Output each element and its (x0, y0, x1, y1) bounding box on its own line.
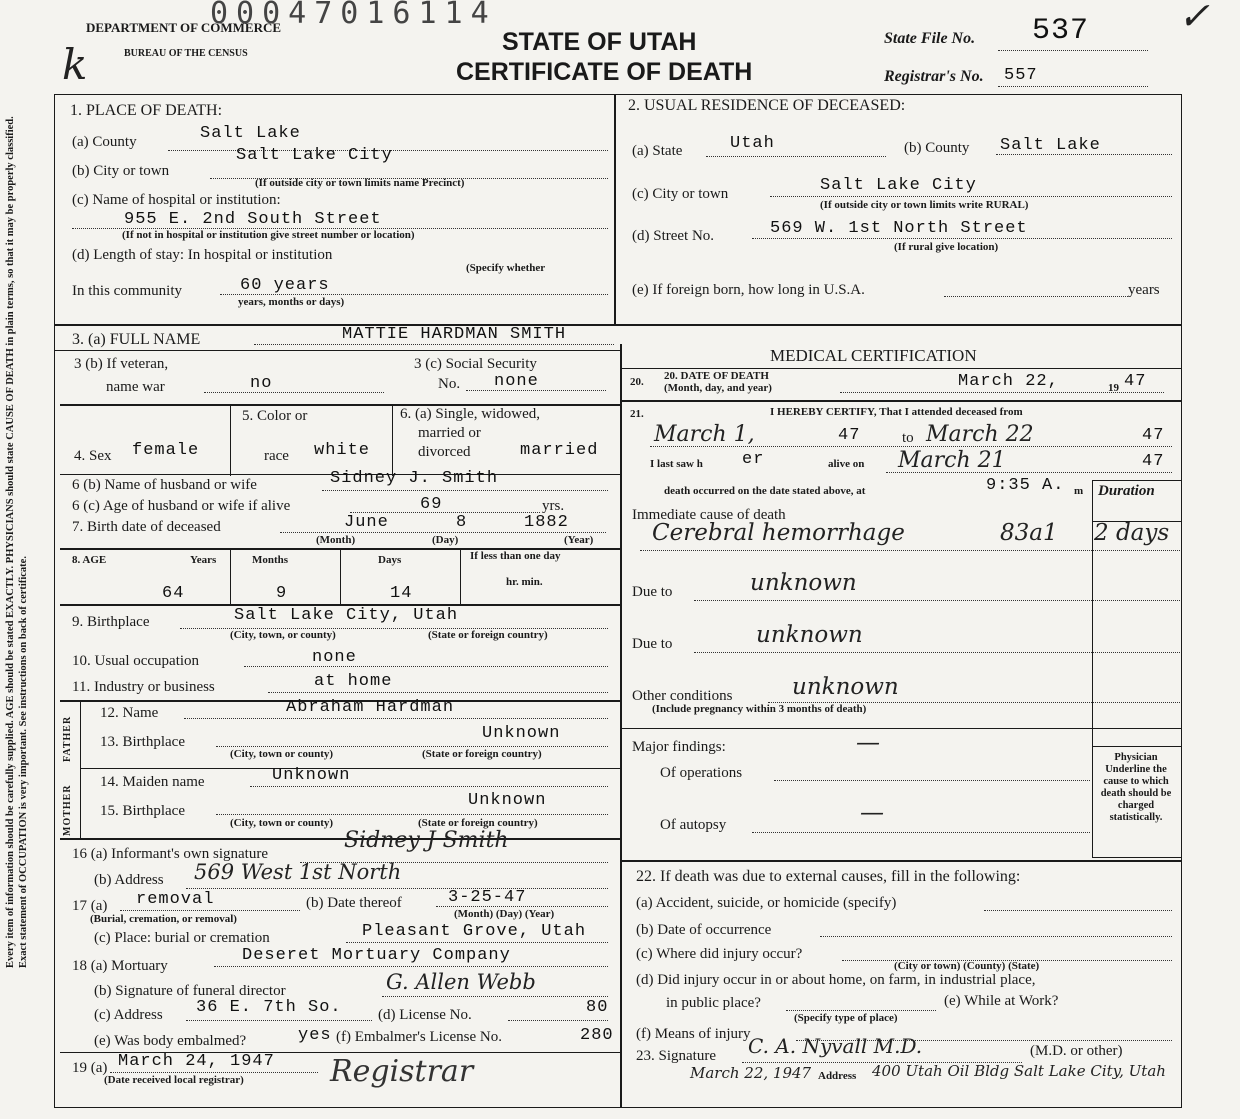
attended-from: March 1, (654, 422, 755, 447)
hospital-value: 955 E. 2nd South Street (124, 210, 382, 229)
state-title: STATE OF UTAH (502, 28, 697, 56)
stay-label: (d) Length of stay: In hospital or institution (72, 247, 333, 263)
disposition-label: 17 (a) (72, 898, 108, 914)
death-year: 47 (1124, 372, 1147, 391)
mother-name-value: Unknown (272, 766, 351, 785)
mother-bp-note-state: (State or foreign country) (418, 817, 538, 829)
embalmed-value: yes (298, 1026, 332, 1045)
autopsy-label: Of autopsy (660, 817, 727, 833)
res-county-label: (b) County (904, 140, 970, 156)
cause-code: 83a1 (1000, 520, 1058, 546)
hospital-label: (c) Name of hospital or institution: (72, 192, 281, 208)
county-label: (a) County (72, 134, 137, 150)
received-label: 19 (a) (72, 1060, 108, 1076)
operations-label: Of operations (660, 765, 743, 781)
birthplace-value: Salt Lake City, Utah (234, 606, 459, 625)
spouse-age-unit: yrs. (542, 498, 565, 514)
physician-address: 400 Utah Oil Bldg Salt Lake City, Utah (872, 1062, 1166, 1080)
external-a: (a) Accident, suicide, or homicide (specify) (636, 895, 897, 911)
attended-to: March 22 (926, 422, 1034, 447)
physician-signature: C. A. Nyvall M.D. (748, 1034, 923, 1058)
saw-label: I last saw h (650, 458, 703, 470)
disposition-date: 3-25-47 (448, 888, 527, 907)
spouse-age-value: 69 (420, 495, 443, 514)
ssn-value: none (494, 372, 539, 391)
less-than-day-label: If less than one day (470, 550, 561, 562)
industry-value: at home (314, 672, 393, 691)
birth-month: June (344, 513, 389, 532)
place-of-death-heading: 1. PLACE OF DEATH: (70, 102, 223, 119)
res-city-note: (If outside city or town limits write RURAL) (820, 199, 1029, 211)
occupation-value: none (312, 648, 357, 667)
foreign-label: (e) If foreign born, how long in U.S.A. (632, 282, 865, 298)
last-saw-date: March 21 (898, 448, 1006, 473)
death-time-label: death occurred on the date stated above, at (664, 485, 866, 497)
father-name-label: 12. Name (100, 705, 159, 721)
certify-statement: I HEREBY CERTIFY, That I attended deceased from (770, 406, 1023, 418)
md-label: (M.D. or other) (1030, 1043, 1123, 1059)
death-date-number: 20. (630, 376, 644, 388)
death-date-value: March 22, (958, 372, 1059, 391)
marital-value: married (520, 441, 599, 460)
county-value: Salt Lake (200, 124, 301, 143)
specify-note: (Specify whether (466, 262, 546, 274)
birth-month-note: (Month) (316, 534, 356, 546)
external-b: (b) Date of occurrence (636, 922, 772, 938)
bp-note-city: (City, town, or county) (230, 629, 336, 641)
industry-label: 11. Industry or business (72, 679, 215, 695)
duration-label: Duration (1098, 483, 1155, 499)
check-mark: ✓ (1178, 0, 1210, 38)
disposition-value: removal (136, 890, 215, 909)
mortuary-value: Deseret Mortuary Company (242, 946, 511, 965)
due-to-2-label: Due to (632, 636, 673, 652)
corner-mark: k (62, 40, 88, 89)
certify-number: 21. (630, 408, 644, 420)
last-saw-year: 47 (1142, 452, 1165, 471)
spouse-label: 6 (b) Name of husband or wife (72, 477, 257, 493)
sex-label: 4. Sex (74, 448, 112, 464)
external-f: (f) Means of injury (636, 1026, 751, 1042)
birth-day: 8 (456, 513, 468, 532)
embalmer-license: 280 (580, 1026, 614, 1045)
color-value: white (314, 441, 371, 460)
city-label: (b) City or town (72, 163, 170, 179)
other-conditions-value: unknown (792, 674, 899, 700)
saw-her: er (742, 450, 765, 469)
external-c: (c) Where did injury occur? (636, 946, 803, 962)
received-date: March 24, 1947 (118, 1052, 275, 1071)
ssn-label-2: No. (438, 376, 461, 392)
due-to-1-value: unknown (750, 570, 857, 596)
father-name-value: Abraham Hardman (286, 698, 455, 717)
state-file-number: 537 (1032, 14, 1090, 48)
disposition-date-note: (Month) (Day) (Year) (454, 908, 555, 920)
sex-value: female (132, 441, 200, 460)
color-label: 5. Color or (242, 408, 308, 424)
mother-birthplace-value: Unknown (468, 791, 547, 810)
attended-to-year: 47 (1142, 426, 1165, 445)
license-label: (d) License No. (378, 1007, 472, 1023)
mortuary-address: 36 E. 7th So. (196, 998, 342, 1017)
birth-date-label: 7. Birth date of deceased (72, 519, 221, 535)
father-bp-note-city: (City, town or county) (230, 748, 334, 760)
age-years: 64 (162, 584, 185, 603)
due-to-2-value: unknown (756, 622, 863, 648)
age-months: 9 (276, 584, 288, 603)
m-suffix: m (1074, 485, 1084, 497)
address-label: Address (818, 1070, 857, 1082)
spouse-age-label: 6 (c) Age of husband or wife if alive (72, 498, 291, 514)
veteran-label-2: name war (106, 379, 165, 395)
duration-value: 2 days (1094, 520, 1170, 546)
marital-label-2: married or (418, 425, 481, 441)
community-value: 60 years (240, 276, 330, 295)
signature-label: 23. Signature (636, 1048, 716, 1064)
hospital-note: (If not in hospital or institution give street number or location) (122, 229, 415, 241)
color-label-2: race (264, 448, 289, 464)
registrar-signature: Registrar (330, 1054, 474, 1089)
external-d-note: (Specify type of place) (794, 1012, 898, 1024)
birth-year-note: (Year) (564, 534, 594, 546)
registrar-number: 557 (1004, 66, 1038, 85)
res-county-value: Salt Lake (1000, 136, 1101, 155)
immediate-cause-label: Immediate cause of death (632, 507, 786, 523)
res-city-label: (c) City or town (632, 186, 729, 202)
disposition-note: (Burial, cremation, or removal) (90, 913, 237, 925)
due-to-1-label: Due to (632, 584, 673, 600)
community-label: In this community (72, 283, 182, 299)
father-bp-note-state: (State or foreign country) (422, 748, 542, 760)
serial-number: 00047016114 (210, 0, 497, 31)
death-date-sublabel: (Month, day, and year) (664, 382, 772, 394)
signature-date: March 22, 1947 (690, 1064, 812, 1082)
res-state-label: (a) State (632, 143, 683, 159)
residence-heading: 2. USUAL RESIDENCE OF DECEASED: (628, 97, 906, 114)
res-state-value: Utah (730, 134, 775, 153)
embalmer-license-label: (f) Embalmer's License No. (336, 1029, 502, 1045)
father-birthplace-value: Unknown (482, 724, 561, 743)
burial-place-value: Pleasant Grove, Utah (362, 922, 587, 941)
birth-day-note: (Day) (432, 534, 459, 546)
birth-year: 1882 (524, 513, 569, 532)
side-instructions: Every item of information should be carefully supplied. AGE should be stated EXACTLY. PHYSICIANS should state CAUSE OF DEATH in plain terms, so that it may be properly classified. Exact statement of OCCUPATION is very important. See instructions on back of certificate. (5, 116, 29, 968)
res-street-value: 569 W. 1st North Street (770, 219, 1028, 238)
years-label: Years (190, 554, 217, 566)
registrar-label: Registrar's No. (884, 68, 984, 85)
foreign-years-label: years (1128, 282, 1160, 298)
death-year-prefix: 19 (1108, 382, 1119, 394)
mother-birthplace-label: 15. Birthplace (100, 803, 185, 819)
certificate-title: CERTIFICATE OF DEATH (456, 58, 753, 86)
medical-heading: MEDICAL CERTIFICATION (770, 346, 977, 365)
external-d-2: in public place? (666, 995, 761, 1011)
veteran-label: 3 (b) If veteran, (74, 356, 169, 372)
department-label: DEPARTMENT OF COMMERCE (86, 20, 282, 35)
embalmed-label: (e) Was body embalmed? (94, 1033, 247, 1049)
age-label: 8. AGE (72, 554, 107, 566)
bureau-label: BUREAU OF THE CENSUS (124, 48, 248, 59)
full-name-label: 3. (a) FULL NAME (72, 331, 201, 348)
external-c-note: (City or town) (County) (State) (894, 960, 1040, 972)
res-street-note: (If rural give location) (894, 241, 999, 253)
full-name-value: MATTIE HARDMAN SMITH (342, 325, 567, 344)
age-days: 14 (390, 584, 413, 603)
autopsy-dash: — (860, 798, 884, 826)
license-value: 80 (586, 998, 609, 1017)
informant-sig-label: 16 (a) Informant's own signature (72, 846, 268, 862)
city-value: Salt Lake City (236, 146, 393, 165)
death-date-label: 20. DATE OF DEATH (664, 370, 769, 382)
mortuary-label: 18 (a) Mortuary (72, 958, 168, 974)
mortuary-address-label: (c) Address (94, 1007, 163, 1023)
death-time-value: 9:35 A. (986, 476, 1065, 495)
other-conditions-note: (Include pregnancy within 3 months of death) (652, 703, 867, 715)
ssn-label: 3 (c) Social Security (414, 356, 537, 372)
hr-min-label: hr. min. (506, 576, 543, 588)
informant-address: 569 West 1st North (194, 860, 402, 884)
director-signature: G. Allen Webb (386, 970, 536, 994)
birthplace-label: 9. Birthplace (72, 614, 150, 630)
attended-from-year: 47 (838, 426, 861, 445)
marital-label: 6. (a) Single, widowed, (400, 406, 540, 422)
spouse-value: Sidney J. Smith (330, 469, 499, 488)
external-d: (d) Did injury occur in or about home, on farm, in industrial place, (636, 972, 1036, 988)
director-label: (b) Signature of funeral director (94, 983, 286, 999)
state-file-label: State File No. (884, 30, 976, 47)
physician-note: Physician Underline the cause to which death should be charged statistically. (1100, 752, 1172, 823)
days-label: Days (378, 554, 402, 566)
burial-place-label: (c) Place: burial or cremation (94, 930, 270, 946)
community-note: years, months or days) (238, 296, 345, 308)
received-note: (Date received local registrar) (104, 1074, 244, 1086)
informant-address-label: (b) Address (94, 872, 164, 888)
occupation-label: 10. Usual occupation (72, 653, 200, 669)
veteran-value: no (250, 374, 273, 393)
major-findings-label: Major findings: (632, 739, 726, 755)
father-birthplace-label: 13. Birthplace (100, 734, 185, 750)
mother-name-label: 14. Maiden name (100, 774, 205, 790)
city-note: (If outside city or town limits name Precinct) (255, 177, 465, 189)
other-conditions-label: Other conditions (632, 688, 733, 704)
res-street-label: (d) Street No. (632, 228, 715, 244)
res-city-value: Salt Lake City (820, 176, 977, 195)
disposition-date-label: (b) Date thereof (306, 895, 402, 911)
bp-note-state: (State or foreign country) (428, 629, 548, 641)
immediate-cause-value: Cerebral hemorrhage (652, 520, 905, 546)
months-label: Months (252, 554, 289, 566)
informant-signature: Sidney J Smith (344, 828, 509, 853)
external-e: (e) While at Work? (944, 993, 1059, 1009)
marital-label-3: divorced (418, 444, 471, 460)
external-heading: 22. If death was due to external causes, fill in the following: (636, 868, 1021, 885)
mother-bp-note-city: (City, town or county) (230, 817, 334, 829)
to-label: to (902, 430, 914, 446)
alive-on-label: alive on (828, 458, 865, 470)
findings-dash: — (856, 728, 880, 756)
